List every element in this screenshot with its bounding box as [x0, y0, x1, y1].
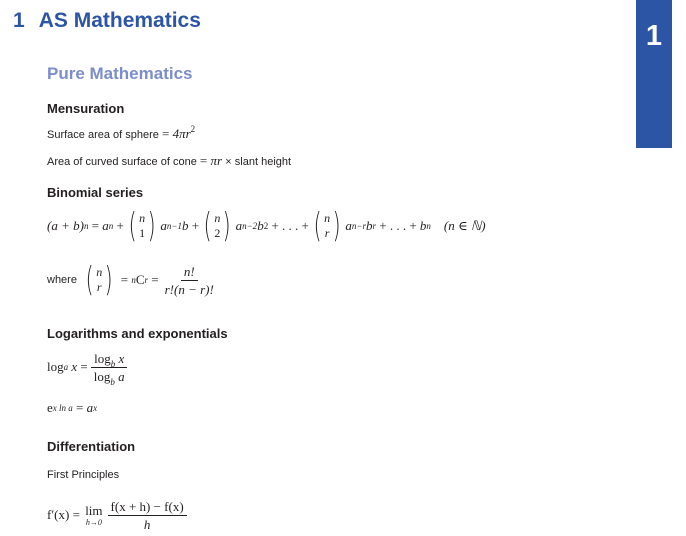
- t3-b: b: [257, 218, 264, 233]
- log-word: log: [47, 359, 64, 374]
- term1: a: [102, 218, 109, 233]
- derivative-lhs: f′(x): [47, 507, 70, 522]
- mensuration-heading: Mensuration: [47, 101, 125, 116]
- limit: [85, 503, 102, 527]
- binomial-lhs: (a + b): [47, 218, 84, 233]
- cone-label: Area of curved surface of cone: [47, 156, 197, 168]
- t4-b: b: [365, 218, 373, 233]
- difference-quotient: [108, 499, 187, 532]
- first-principles-formula: [47, 496, 190, 534]
- log-fraction: [91, 350, 128, 387]
- binomial-coefficient-2: ( n 2 ): [203, 206, 231, 246]
- b2-top: n: [214, 211, 221, 225]
- eq-sign: =: [161, 126, 170, 141]
- log-arg: x: [71, 359, 78, 374]
- binomial-coefficient-3: ( n r ): [313, 206, 341, 246]
- factorial-num: n!: [181, 264, 198, 281]
- binomial-heading: Binomial series: [47, 185, 144, 200]
- chapter-tab: [636, 0, 672, 148]
- section-title: Pure Mathematics: [47, 64, 193, 83]
- log-word: log: [94, 350, 111, 366]
- exponential-identity: e x ln a = a x: [47, 400, 98, 415]
- b2-bot: 2: [214, 226, 221, 240]
- log-num-arg: x: [118, 350, 125, 366]
- change-of-base-formula: log a x = $\frac{\log_b x}{\log_b a}$: [47, 348, 131, 386]
- b3-bot: r: [324, 226, 330, 240]
- t4-a: a: [345, 218, 352, 233]
- ellipsis-2: + . . . +: [379, 218, 417, 233]
- plus-sign: +: [191, 218, 200, 233]
- chapter-title: [13, 9, 201, 33]
- binomial-coefficient-definition: where ( n r ) = n C r = $\frac{n!}{r!(n - r)!}$: [47, 258, 220, 302]
- eq-sign: =: [91, 218, 100, 233]
- diff-num: f(x + h) − f(x): [108, 499, 187, 516]
- first-principles-label: First Principles: [47, 469, 120, 481]
- binomial-expansion: (a + b) n = a n + ( n 1 ) a n−1 b + ( n 2 ) a n−2 b 2 + . . . + ( n r ) a n−r b r + . . . + b n (n ∈ ℕ): [47, 206, 486, 246]
- factorial-den: r!(n − r)!: [164, 281, 214, 297]
- factorial-fraction: [162, 264, 217, 297]
- cone-formula: πr: [210, 153, 223, 168]
- sphere-exp: 2: [190, 124, 196, 134]
- exp-rhs: a: [86, 400, 94, 415]
- c-letter: C: [135, 272, 145, 287]
- b1-top: n: [139, 211, 146, 225]
- sphere-formula-line: [47, 126, 195, 142]
- ellipsis: + . . . +: [271, 218, 309, 233]
- plus-sign: +: [116, 218, 124, 233]
- cone-rest: slant height: [234, 156, 292, 168]
- b1-bot: 1: [139, 226, 146, 240]
- eq-sign: =: [80, 359, 88, 374]
- lim-under: h→0: [85, 518, 102, 527]
- diff-heading: Differentiation: [47, 439, 136, 454]
- eq-sign: =: [76, 400, 84, 415]
- t5-b: b: [419, 218, 427, 233]
- w-top: n: [96, 265, 103, 279]
- t3-a: a: [235, 218, 243, 233]
- sphere-label: Surface area of sphere: [47, 129, 159, 141]
- log-base-b: b: [110, 376, 115, 387]
- eq-sign: =: [151, 272, 159, 287]
- where-binomial: ( n r ): [85, 260, 113, 300]
- cone-formula-line: [47, 153, 291, 169]
- logs-heading: Logarithms and exponentials: [47, 326, 228, 341]
- log-base-b: b: [110, 358, 116, 369]
- w-bot: r: [96, 280, 102, 294]
- eq-sign: =: [199, 153, 208, 168]
- eq-sign: =: [120, 272, 129, 287]
- chapter-number: 1: [13, 9, 25, 32]
- t2-b: b: [181, 218, 189, 233]
- condition: (n ∈ ℕ): [443, 218, 486, 233]
- where-label: where: [47, 274, 77, 286]
- eq-sign: =: [72, 507, 80, 522]
- log-den-arg: a: [118, 368, 125, 384]
- chapter-title-text: AS Mathematics: [38, 9, 201, 32]
- diff-den: h: [143, 516, 151, 532]
- b3-top: n: [324, 211, 331, 225]
- times-sign: ×: [225, 156, 232, 168]
- sphere-formula: 4πr: [172, 126, 191, 141]
- t2-a: a: [160, 218, 167, 233]
- exp-e: e: [47, 400, 53, 415]
- lim-word: lim: [85, 503, 103, 518]
- chapter-tab-number: 1: [645, 20, 663, 52]
- log-word: log: [93, 368, 111, 384]
- binomial-coefficient-1: ( n 1 ): [128, 206, 156, 246]
